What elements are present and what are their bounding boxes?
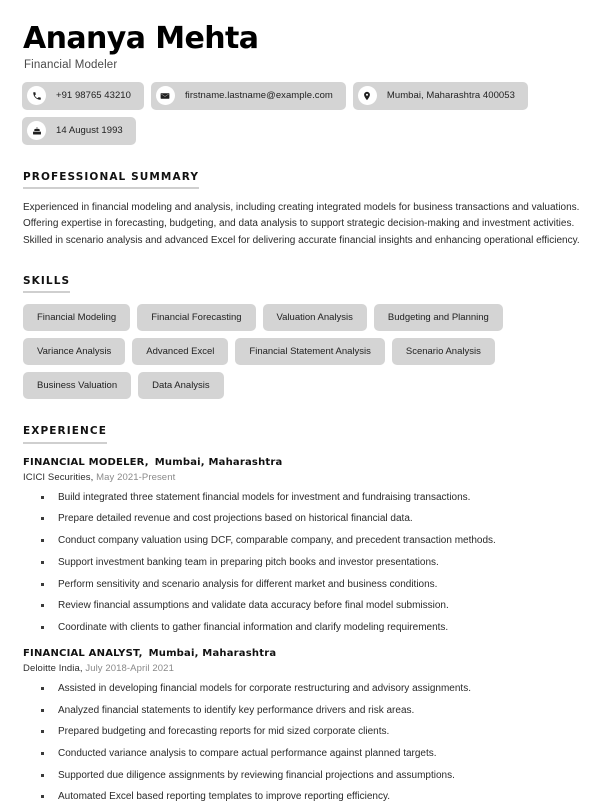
- experience-entry: [23, 647, 590, 804]
- job-location: Mumbai, Maharashtra: [148, 648, 277, 660]
- birthday-cake-icon: [27, 121, 46, 140]
- skill-tag[interactable]: Budgeting and Planning: [374, 304, 503, 331]
- job-dates: July 2018-April 2021: [85, 663, 174, 675]
- contact-chip-label: +91 98765 43210: [56, 90, 131, 102]
- job-bullet: Build integrated three statement financial models for investment and fundraising transactions.: [23, 491, 590, 505]
- job-bullet: Support investment banking team in preparing pitch books and investor presentations.: [23, 556, 590, 570]
- summary-paragraph: Experienced in financial modeling and analysis, including creating integrated models for business transactions and valuations. Offering expertise in forecasting, budgeting, and data analysis to support strategic decision-making and investment activities. Skilled in scenario analysis and advanced Excel for delivering accurate financial insights and enhancing operational efficiency.: [23, 202, 580, 246]
- job-bullet: Analyzed financial statements to identify key performance drivers and risk areas.: [23, 704, 590, 718]
- job-position: FINANCIAL ANALYST: [23, 648, 139, 660]
- section-professional-summary: [22, 167, 590, 249]
- section-title-summary: PROFESSIONAL SUMMARY: [23, 170, 200, 183]
- section-heading-experience: [23, 425, 107, 444]
- job-bullet: Prepare detailed revenue and cost projections based on historical financial data.: [23, 512, 590, 526]
- section-rule-skills: [23, 291, 70, 293]
- section-experience: [22, 421, 590, 804]
- job-bullet: Automated Excel based reporting templates to improve reporting efficiency.: [23, 790, 590, 804]
- contact-chip-label: firstname.lastname@example.com: [184, 90, 333, 102]
- experience-entry: [23, 456, 590, 635]
- job-bullet: Assisted in developing financial models for corporate restructuring and advisory assignments.: [23, 682, 590, 696]
- job-bullet: Supported due diligence assignments by reviewing financial projections and assumptions.: [23, 769, 590, 783]
- job-bullet: Conducted variance analysis to compare actual performance against planned targets.: [23, 747, 590, 761]
- section-heading-summary: [23, 171, 199, 190]
- section-title-experience: EXPERIENCE: [23, 425, 107, 438]
- skills-list: [23, 304, 590, 399]
- job-bullet: Prepared budgeting and forecasting reports for mid sized corporate clients.: [23, 725, 590, 739]
- job-title-separator: ,: [144, 456, 149, 468]
- section-heading-skills: [23, 275, 70, 294]
- skill-tag[interactable]: Variance Analysis: [23, 338, 125, 365]
- skill-tag[interactable]: Scenario Analysis: [392, 338, 495, 365]
- job-bullet: Perform sensitivity and scenario analysis for different market and business conditions.: [23, 578, 590, 592]
- contact-chip-row: [22, 82, 590, 145]
- skill-tag[interactable]: Business Valuation: [23, 372, 131, 399]
- skill-tag[interactable]: Financial Modeling: [23, 304, 130, 331]
- contact-chip[interactable]: [353, 82, 528, 110]
- job-position: FINANCIAL MODELER: [23, 456, 145, 468]
- section-title-skills: SKILLS: [23, 274, 71, 287]
- job-bullet: Review financial assumptions and validate data accuracy before final model submission.: [23, 599, 590, 613]
- section-skills: [22, 271, 590, 400]
- contact-chip[interactable]: [22, 82, 144, 110]
- location-pin-icon: [358, 86, 377, 105]
- job-title-separator: ,: [138, 648, 143, 660]
- email-icon: [156, 86, 175, 105]
- contact-chip[interactable]: [22, 117, 136, 145]
- contact-chip-label: Mumbai, Maharashtra 400053: [386, 90, 515, 102]
- job-title-line: [23, 647, 590, 660]
- skill-tag[interactable]: Financial Statement Analysis: [235, 338, 384, 365]
- section-rule-experience: [23, 442, 107, 444]
- contact-chip-label: 14 August 1993: [56, 125, 123, 137]
- section-rule-summary: [23, 187, 199, 189]
- job-bullet: Conduct company valuation using DCF, comparable company, and precedent transaction methods.: [23, 534, 590, 548]
- skill-tag[interactable]: Data Analysis: [138, 372, 224, 399]
- contact-chip[interactable]: [151, 82, 346, 110]
- job-dates: May 2021-Present: [96, 471, 176, 483]
- resume-header: [22, 22, 590, 145]
- job-company: Deloitte India,: [23, 663, 83, 675]
- skill-tag[interactable]: Advanced Excel: [132, 338, 228, 365]
- job-location: Mumbai, Maharashtra: [154, 456, 283, 468]
- job-title-line: [23, 456, 590, 469]
- job-bullet: Coordinate with clients to gather financial information and clarify modeling requirements.: [23, 621, 590, 635]
- experience-list: [22, 456, 590, 805]
- job-company: ICICI Securities,: [23, 471, 94, 483]
- candidate-role: Financial Modeler: [24, 58, 118, 71]
- job-bullet-list: [23, 491, 590, 635]
- job-meta-line: [23, 472, 590, 485]
- job-meta-line: [23, 663, 590, 676]
- phone-icon: [27, 86, 46, 105]
- candidate-name: Ananya Mehta: [23, 21, 259, 56]
- skill-tag[interactable]: Valuation Analysis: [263, 304, 367, 331]
- skill-tag[interactable]: Financial Forecasting: [137, 304, 255, 331]
- job-bullet-list: [23, 682, 590, 805]
